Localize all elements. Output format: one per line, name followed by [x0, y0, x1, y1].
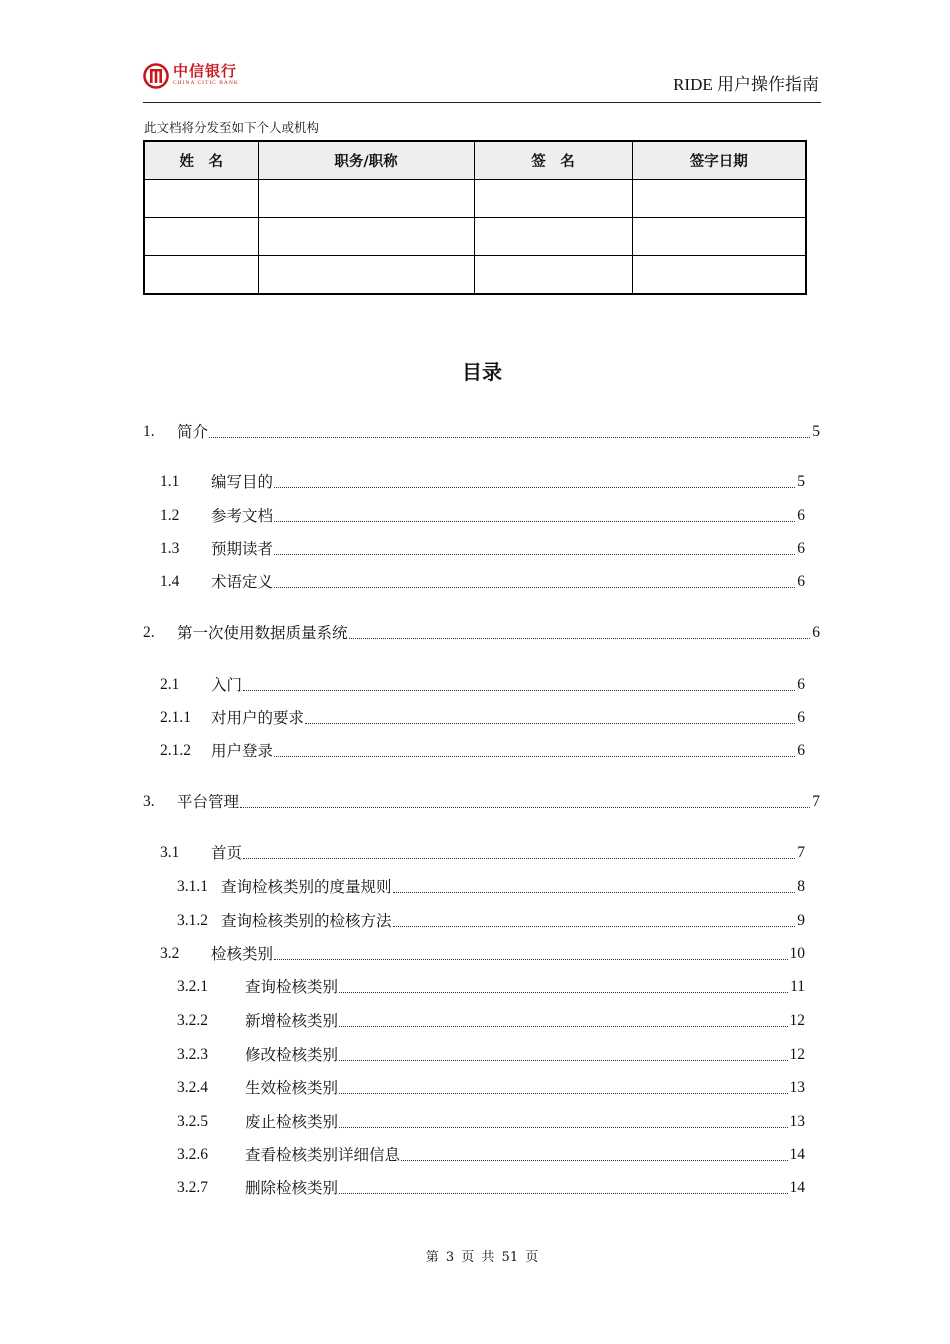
toc-dot-leader — [240, 807, 810, 808]
toc-entry-page: 5 — [797, 473, 805, 490]
table-cell — [258, 218, 474, 256]
toc-dot-leader — [339, 1060, 787, 1061]
page-header — [143, 60, 821, 103]
toc-dot-leader — [274, 959, 787, 960]
toc-entry-page: 6 — [797, 676, 805, 693]
toc-entry-number: 3.1 — [160, 844, 180, 861]
distribution-note: 此文档将分发至如下个人或机构 — [144, 120, 320, 135]
toc-entry[interactable] — [143, 622, 820, 644]
table-row — [144, 218, 806, 256]
toc-entry[interactable] — [160, 674, 805, 696]
toc-entry-number: 1.3 — [160, 540, 180, 557]
toc-entry-number: 2. — [143, 624, 155, 641]
toc-dot-leader — [339, 1026, 787, 1027]
distribution-table — [143, 140, 807, 295]
toc-entry-number: 2.1.1 — [160, 709, 191, 726]
toc-entry[interactable] — [160, 740, 805, 762]
toc-entry-number: 3.2.7 — [177, 1179, 208, 1196]
toc-entry[interactable] — [143, 791, 820, 813]
toc-dot-leader — [209, 437, 810, 438]
table-row — [144, 180, 806, 218]
toc-entry-number: 1. — [143, 423, 155, 440]
toc-entry-page: 8 — [797, 878, 805, 895]
toc-dot-leader — [339, 1193, 787, 1194]
toc-entry[interactable] — [160, 707, 805, 729]
toc-entry-text: 用户登录 — [211, 742, 274, 760]
toc-dot-leader — [274, 756, 795, 757]
toc-entry-number: 3. — [143, 793, 155, 810]
toc-entry[interactable] — [177, 1010, 805, 1032]
table-cell — [258, 256, 474, 295]
toc-entry-text: 对用户的要求 — [211, 709, 305, 727]
toc-entry-number: 2.1 — [160, 676, 180, 693]
toc-entry-page: 12 — [789, 1046, 805, 1063]
toc-entry-page: 10 — [789, 945, 805, 962]
table-cell — [632, 180, 806, 218]
toc-entry-text: 第一次使用数据质量系统 — [177, 624, 348, 642]
toc-entry-page: 7 — [812, 793, 820, 810]
toc-entry[interactable] — [160, 842, 805, 864]
toc-entry-text: 废止检核类别 — [245, 1113, 339, 1131]
toc-entry-text: 新增检核类别 — [245, 1012, 339, 1030]
toc-entry-text: 修改检核类别 — [245, 1046, 339, 1064]
table-header-row — [144, 141, 806, 180]
toc-entry-number: 3.1.2 — [177, 912, 208, 929]
citic-logo-icon — [143, 63, 169, 89]
toc-dot-leader — [243, 858, 795, 859]
logo-chinese-name: 中信银行 — [173, 62, 238, 80]
toc-entry-page: 9 — [797, 912, 805, 929]
toc-entry[interactable] — [177, 1077, 805, 1099]
column-header-title: 职务/职称 — [258, 141, 474, 180]
table-cell — [144, 218, 258, 256]
toc-entry-page: 6 — [797, 507, 805, 524]
toc-entry-text: 查看检核类别详细信息 — [245, 1146, 401, 1164]
toc-dot-leader — [339, 992, 788, 993]
toc-entry-text: 检核类别 — [211, 945, 274, 963]
toc-entry[interactable] — [160, 538, 805, 560]
toc-entry-page: 6 — [797, 709, 805, 726]
toc-entry-number: 2.1.2 — [160, 742, 191, 759]
toc-entry-text: 查询检核类别 — [245, 978, 339, 996]
toc-entry-number: 3.2.4 — [177, 1079, 208, 1096]
toc-entry-page: 14 — [789, 1146, 805, 1163]
page-footer: 第 3 页 共 51 页 — [425, 1250, 539, 1265]
toc-entry-number: 3.2.5 — [177, 1113, 208, 1130]
table-cell — [632, 218, 806, 256]
toc-entry-page: 7 — [797, 844, 805, 861]
document-title: RIDE 用户操作指南 — [673, 75, 819, 94]
toc-entry-page: 6 — [797, 742, 805, 759]
toc-dot-leader — [274, 554, 795, 555]
toc-entry-page: 11 — [790, 978, 805, 995]
toc-entry-page: 6 — [812, 624, 820, 641]
toc-dot-leader — [274, 487, 795, 488]
toc-entry-text: 入门 — [211, 676, 243, 694]
table-cell — [474, 180, 632, 218]
toc-entry[interactable] — [177, 976, 805, 998]
toc-entry-page: 14 — [789, 1179, 805, 1196]
toc-dot-leader — [401, 1160, 787, 1161]
toc-dot-leader — [274, 587, 795, 588]
toc-entry-number: 3.2.1 — [177, 978, 208, 995]
toc-entry-number: 3.2 — [160, 945, 180, 962]
toc-entry[interactable] — [177, 1177, 805, 1199]
table-cell — [632, 256, 806, 295]
toc-entry-number: 3.2.6 — [177, 1146, 208, 1163]
toc-entry-text: 删除检核类别 — [245, 1179, 339, 1197]
toc-entry-page: 6 — [797, 540, 805, 557]
column-header-sign-date: 签字日期 — [632, 141, 806, 180]
toc-entry-text: 术语定义 — [211, 573, 274, 591]
column-header-name: 姓 名 — [144, 141, 258, 180]
table-cell — [474, 218, 632, 256]
table-row — [144, 256, 806, 295]
logo-english-name: CHINA CITIC BANK — [173, 80, 239, 86]
toc-entry[interactable] — [160, 943, 805, 965]
table-cell — [144, 180, 258, 218]
toc-entry-text: 查询检核类别的检核方法 — [221, 912, 392, 930]
toc-entry[interactable] — [177, 910, 805, 932]
toc-entry[interactable] — [160, 471, 805, 493]
toc-entry-text: 平台管理 — [177, 793, 240, 811]
toc-dot-leader — [243, 690, 795, 691]
toc-entry-page: 13 — [789, 1113, 805, 1130]
toc-dot-leader — [274, 521, 795, 522]
toc-entry-number: 3.2.2 — [177, 1012, 208, 1029]
toc-dot-leader — [349, 638, 811, 639]
toc-dot-leader — [393, 926, 796, 927]
toc-dot-leader — [305, 723, 795, 724]
toc-entry[interactable] — [160, 505, 805, 527]
toc-entry[interactable] — [177, 1144, 805, 1166]
toc-entry-text: 预期读者 — [211, 540, 274, 558]
toc-entry-page: 6 — [797, 573, 805, 590]
toc-entry-number: 1.1 — [160, 473, 180, 490]
toc-entry-text: 查询检核类别的度量规则 — [221, 878, 392, 896]
toc-entry[interactable] — [143, 421, 820, 443]
toc-entry-number: 1.4 — [160, 573, 180, 590]
toc-entry-number: 3.2.3 — [177, 1046, 208, 1063]
toc-title: 目录 — [462, 360, 502, 384]
column-header-signature: 签 名 — [474, 141, 632, 180]
toc-entry-number: 1.2 — [160, 507, 180, 524]
toc-entry[interactable] — [177, 1044, 805, 1066]
toc-dot-leader — [393, 892, 796, 893]
table-cell — [144, 256, 258, 295]
bank-logo — [143, 63, 239, 93]
toc-dot-leader — [339, 1093, 787, 1094]
toc-entry[interactable] — [177, 876, 805, 898]
toc-entry[interactable] — [177, 1111, 805, 1133]
toc-entry-text: 生效检核类别 — [245, 1079, 339, 1097]
toc-entry-page: 5 — [812, 423, 820, 440]
toc-entry-number: 3.1.1 — [177, 878, 208, 895]
toc-entry-text: 参考文档 — [211, 507, 274, 525]
toc-dot-leader — [339, 1127, 787, 1128]
toc-entry-page: 13 — [789, 1079, 805, 1096]
toc-entry-text: 简介 — [177, 423, 209, 441]
toc-entry-text: 编写目的 — [211, 473, 274, 491]
table-cell — [258, 180, 474, 218]
toc-entry-page: 12 — [789, 1012, 805, 1029]
toc-entry-text: 首页 — [211, 844, 243, 862]
toc-entry[interactable] — [160, 571, 805, 593]
table-cell — [474, 256, 632, 295]
